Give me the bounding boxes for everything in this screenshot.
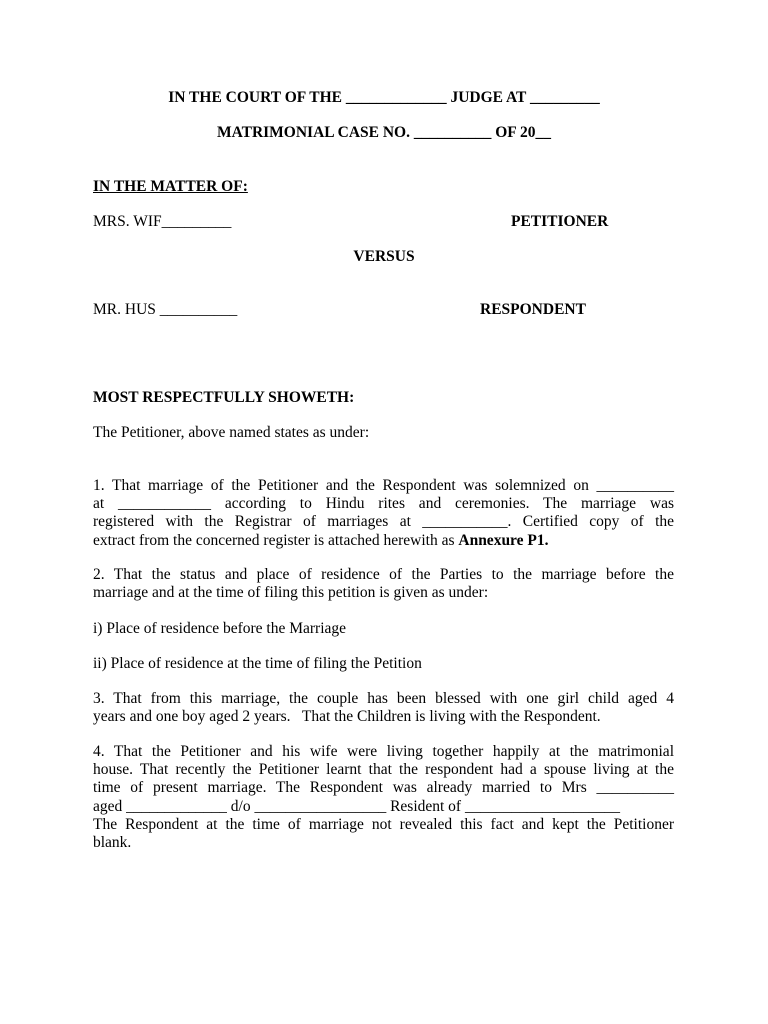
residence-item-ii: ii) Place of residence at the time of filing the Petition: [93, 655, 422, 672]
paragraph-4-line: The Respondent at the time of marriage not revealed this fact and kept the Petitioner: [93, 815, 674, 833]
paragraph-3-line: years and one boy aged 2 years. That the Children is living with the Respondent.: [93, 708, 601, 726]
paragraph-1: [93, 477, 674, 550]
paragraph-4-line: 4. That the Petitioner and his wife were living together happily at the matrimonial: [93, 743, 674, 760]
matter-heading: IN THE MATTER OF:: [93, 178, 248, 195]
showeth-heading: MOST RESPECTFULLY SHOWETH:: [93, 389, 355, 406]
petitioner-name: MRS. WIF_________: [93, 213, 232, 230]
paragraph-4: [93, 743, 674, 852]
paragraph-1-last-line: [93, 532, 674, 550]
court-heading: IN THE COURT OF THE _____________ JUDGE AT _________: [168, 89, 600, 106]
paragraph-2-line: marriage and at the time of filing this petition is given as under:: [93, 584, 489, 602]
petitioner-role: PETITIONER: [511, 213, 609, 230]
respondent-role: RESPONDENT: [480, 301, 586, 318]
case-number-heading: MATRIMONIAL CASE NO. __________ OF 20__: [216, 124, 552, 141]
paragraph-1-text: extract from the concerned register is attached herewith as: [93, 531, 459, 549]
paragraph-4-line: blank.: [93, 834, 132, 852]
annexure-reference: Annexure P1.: [458, 531, 549, 549]
intro-text: The Petitioner, above named states as under:: [93, 424, 370, 441]
residence-item-i: i) Place of residence before the Marriage: [93, 620, 347, 637]
paragraph-4-line: house. That recently the Petitioner learnt that the respondent had a spouse living at the: [93, 761, 674, 779]
paragraph-2-line: 2. That the status and place of residence of the Parties to the marriage before the: [93, 566, 674, 583]
paragraph-4-line: time of present marriage. The Respondent was already married to Mrs __________: [93, 779, 674, 797]
paragraph-3-line: 3. That from this marriage, the couple has been blessed with one girl child aged 4: [93, 690, 674, 707]
paragraph-2: [93, 566, 674, 602]
paragraph-1-line: at ____________ according to Hindu rites and ceremonies. The marriage was: [93, 495, 674, 513]
versus-label: VERSUS: [353, 248, 415, 265]
paragraph-3: [93, 690, 674, 726]
paragraph-1-line: 1. That marriage of the Petitioner and the Respondent was solemnized on __________: [93, 477, 674, 494]
respondent-name: MR. HUS __________: [93, 301, 238, 318]
paragraph-4-line: aged _____________ d/o _________________ Resident of ____________________: [93, 797, 620, 815]
paragraph-1-line: registered with the Registrar of marriages at ___________. Certified copy of the: [93, 513, 674, 531]
